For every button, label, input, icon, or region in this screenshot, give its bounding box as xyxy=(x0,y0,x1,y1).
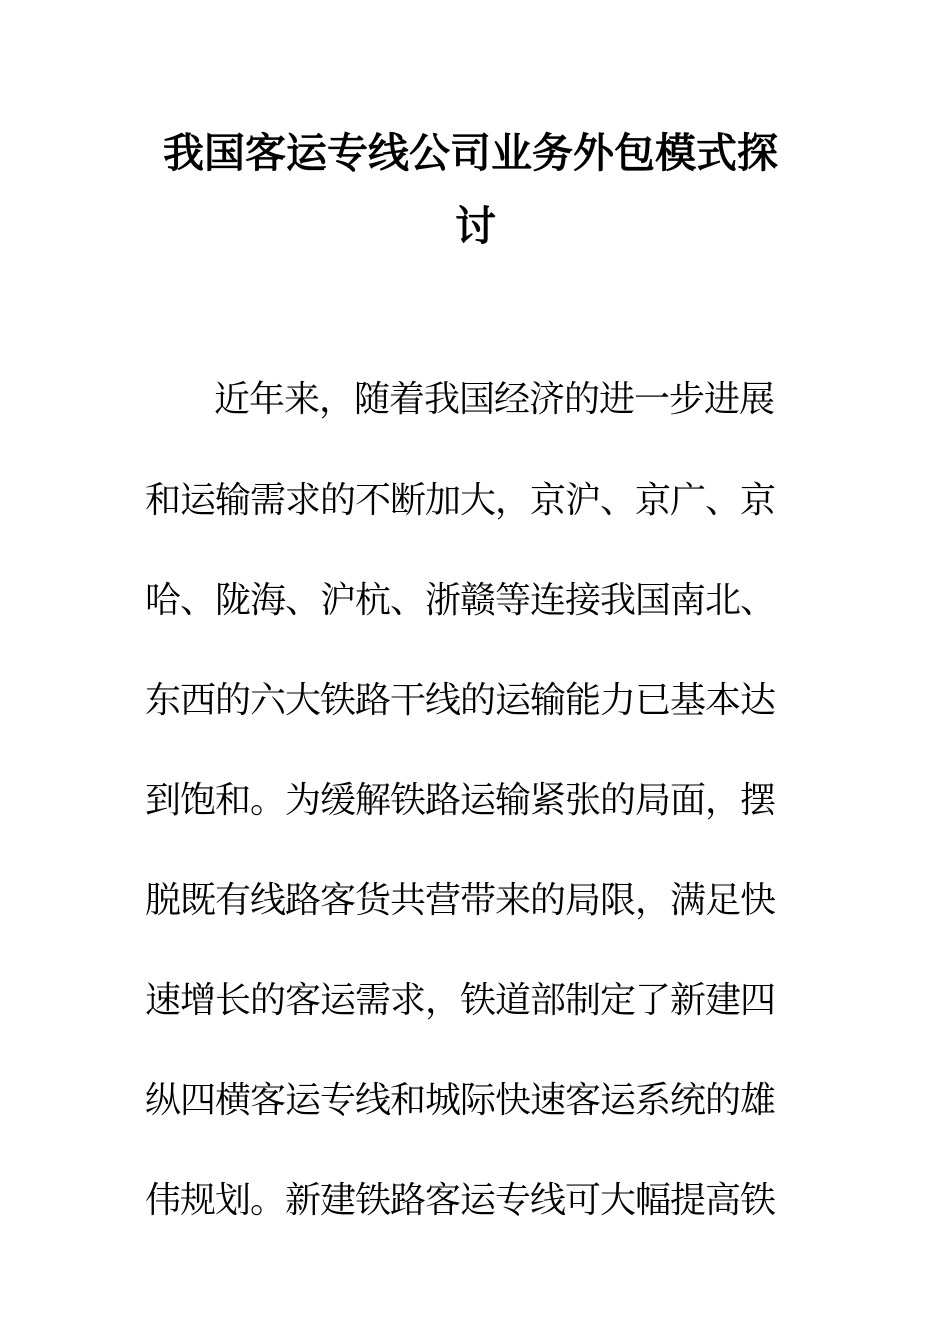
paragraph-line-3: 哈、陇海、沪杭、浙赣等连接我国南北、 xyxy=(145,580,776,621)
paragraph-line-6: 脱既有线路客货共营带来的局限，满足快 xyxy=(145,880,776,921)
paragraph-line-1: 近年来，随着我国经济的进一步进展 xyxy=(214,379,775,420)
paragraph-line-4: 东西的六大铁路干线的运输能力已基本达 xyxy=(145,680,776,721)
paragraph-line-5: 到饱和。为缓解铁路运输紧张的局面，摆 xyxy=(145,780,776,821)
paragraph-line-2: 和运输需求的不断加大，京沪、京广、京 xyxy=(145,480,776,521)
paragraph-line-7: 速增长的客运需求，铁道部制定了新建四 xyxy=(145,980,776,1021)
document-title-line-1: 我国客运专线公司业务外包模式探 xyxy=(163,129,778,177)
document-title-line-2: 讨 xyxy=(455,202,496,250)
paragraph-line-8: 纵四横客运专线和城际快速客运系统的雄 xyxy=(145,1080,776,1121)
paragraph-line-9: 伟规划。新建铁路客运专线可大幅提高铁 xyxy=(145,1180,776,1221)
